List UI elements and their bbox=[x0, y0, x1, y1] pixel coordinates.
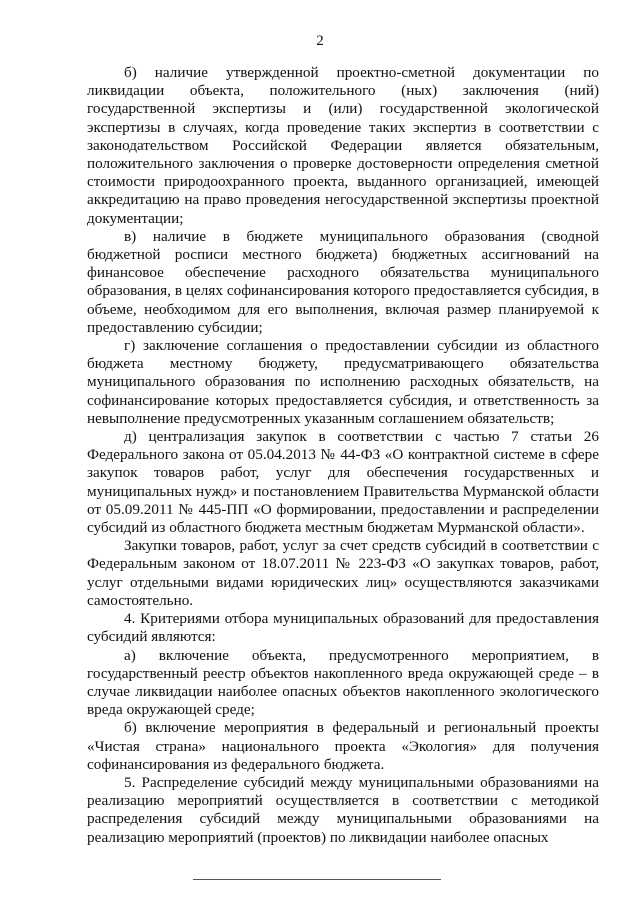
page-number: 2 bbox=[316, 33, 324, 49]
paragraph-v-budget-allocations: в) наличие в бюджете муниципального образования (сводной бюджетной росписи местного бюджета) бюджетных ассигнований на финансовое обеспечение расходного обязательства муниципального образования, в целях софинансирования которого предоставляется субсидия, в объеме, необходимом для его выполнения, включая размер планируемой к предоставлению субсидии; bbox=[87, 227, 599, 336]
paragraph-5-subsidy-distribution: 5. Распределение субсидий между муниципальными образованиями на реализацию мероприятий осуществляется в соответствии с методикой распределения субсидий между муниципальными образованиями на реализацию мероприятий (проектов) по ликвидации наиболее опасных bbox=[87, 773, 599, 846]
paragraph-4-selection-criteria: 4. Критериями отбора муниципальных образований для предоставления субсидий являются: bbox=[87, 610, 599, 646]
paragraph-b-design-documentation: б) наличие утвержденной проектно-сметной документации по ликвидации объекта, положительного (ных) заключения (ний) государственной экспертизы и (или) государственной экологической экспертизы в случаях, когда проведение таких экспертиз в соответствии с законодательством Российской Федерации является обязательным, положительного заключения о проверке достоверности определения сметной стоимости природоохранного проекта, выданного организацией, имеющей аккредитацию на право проведения негосударственной экспертизы проектной документации; bbox=[87, 64, 599, 227]
document-body bbox=[87, 64, 599, 847]
footer-divider bbox=[193, 879, 441, 880]
paragraph-g-subsidy-agreement: г) заключение соглашения о предоставлении субсидии из областного бюджета местному бюджету, предусматривающего обязательства муниципального образования по исполнению расходных обязательств, на софинансирование которых предоставляется субсидия, и ответственность за невыполнение предусмотренных указанным соглашением обязательств; bbox=[87, 337, 599, 427]
paragraph-procurement-223fz: Закупки товаров, работ, услуг за счет средств субсидий в соответствии с Федеральным законом от 18.07.2011 № 223-ФЗ «О закупках товаров, работ, услуг отдельными видами юридических лиц» осуществляются заказчиками самостоятельно. bbox=[87, 537, 599, 609]
paragraph-b-national-project: б) включение мероприятия в федеральный и региональный проекты «Чистая страна» национального проекта «Экология» для получения софинансирования из федерального бюджета. bbox=[87, 719, 599, 773]
paragraph-d-procurement-centralization: д) централизация закупок в соответствии с частью 7 статьи 26 Федерального закона от 05.04.2013 № 44-ФЗ «О контрактной системе в сфере закупок товаров работ, услуг для обеспечения государственных и муниципальных нужд» и постановлением Правительства Мурманской области от 05.09.2011 № 445-ПП «О формировании, предоставлении и распределении субсидий из областного бюджета местным бюджетам Мурманской области». bbox=[87, 428, 599, 537]
paragraph-a-state-registry: а) включение объекта, предусмотренного мероприятием, в государственный реестр объектов накопленного вреда окружающей среде – в случае ликвидации наиболее опасных объектов накопленного экологического вреда окружающей среде; bbox=[87, 646, 599, 719]
